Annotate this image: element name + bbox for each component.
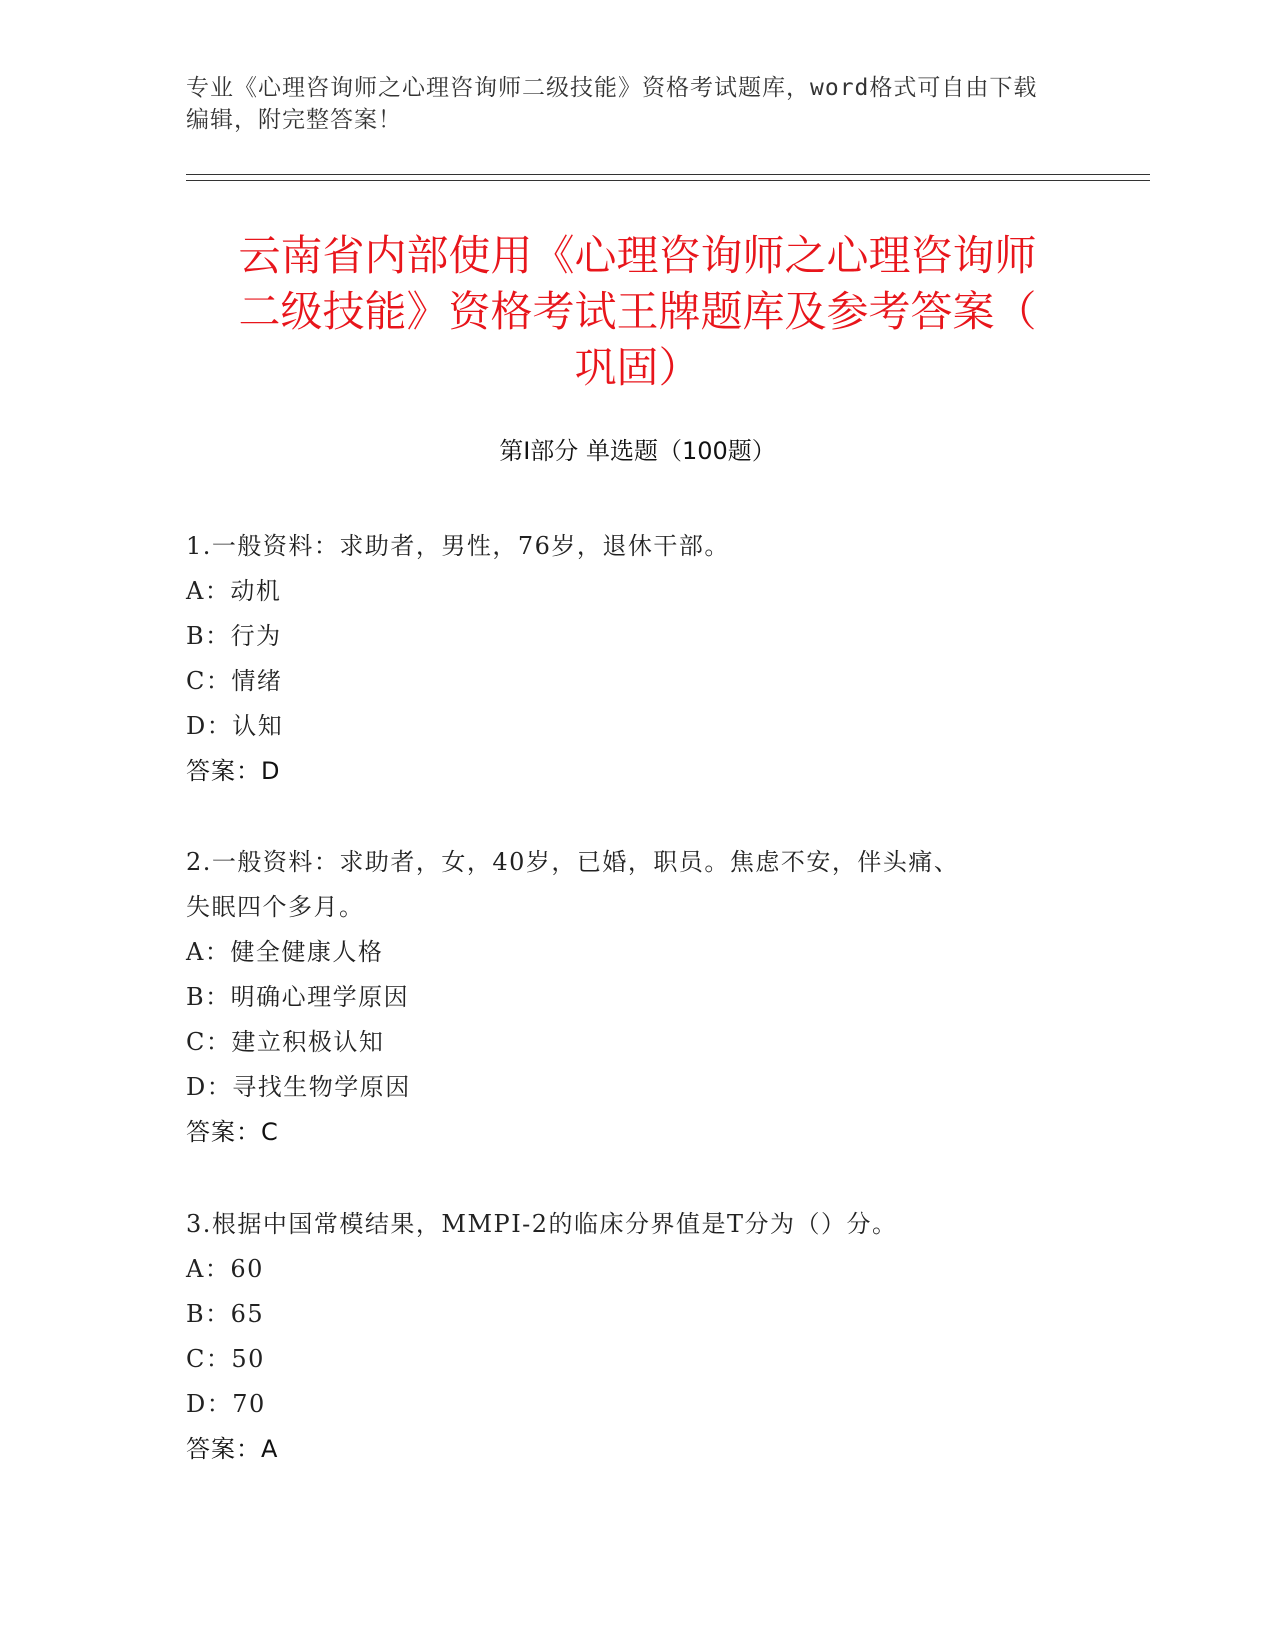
option-d: D：寻找生物学原因: [186, 1073, 411, 1101]
section-heading: 第Ⅰ部分 单选题（100题）: [499, 437, 776, 465]
option-d: D：认知: [186, 712, 284, 740]
question-item: [186, 1202, 1076, 1472]
option-d: D：70: [186, 1390, 266, 1418]
option-b: B：明确心理学原因: [186, 983, 410, 1011]
question-item: [186, 840, 1076, 1155]
answer-text: 答案：A: [186, 1435, 279, 1463]
answer-text: 答案：C: [186, 1118, 279, 1146]
answer-text: 答案：D: [186, 757, 281, 785]
option-c: C：情绪: [186, 667, 283, 695]
option-a: A：60: [186, 1255, 264, 1283]
question-stem-line-1: 2.一般资料：求助者，女，40岁，已婚，职员。焦虑不安，伴头痛、: [186, 848, 960, 876]
option-b: B：行为: [186, 622, 282, 650]
document-header-note: [186, 72, 1086, 136]
option-b: B：65: [186, 1300, 265, 1328]
option-a: A：动机: [186, 577, 282, 605]
title-line-1: 云南省内部使用《心理咨询师之心理咨询师: [238, 231, 1037, 280]
question-stem-line-2: 失眠四个多月。: [186, 893, 365, 921]
document-title: [150, 228, 1125, 396]
title-line-2: 二级技能》资格考试王牌题库及参考答案（: [238, 287, 1037, 336]
question-stem: 1.一般资料：求助者，男性，76岁，退休干部。: [186, 532, 730, 560]
question-stem: 3.根据中国常模结果，MMPI-2的临床分界值是T分为（）分。: [186, 1210, 898, 1238]
option-c: C：建立积极认知: [186, 1028, 385, 1056]
option-a: A：健全健康人格: [186, 938, 384, 966]
header-divider-bottom: [186, 180, 1150, 181]
title-line-3: 巩固）: [574, 343, 701, 392]
header-note-line-2: 编辑，附完整答案！: [186, 107, 402, 133]
header-note-line-1: 专业《心理咨询师之心理咨询师二级技能》资格考试题库，word格式可自由下载: [186, 75, 1038, 101]
header-divider-top: [186, 174, 1150, 175]
question-item: [186, 524, 1076, 794]
option-c: C：50: [186, 1345, 265, 1373]
